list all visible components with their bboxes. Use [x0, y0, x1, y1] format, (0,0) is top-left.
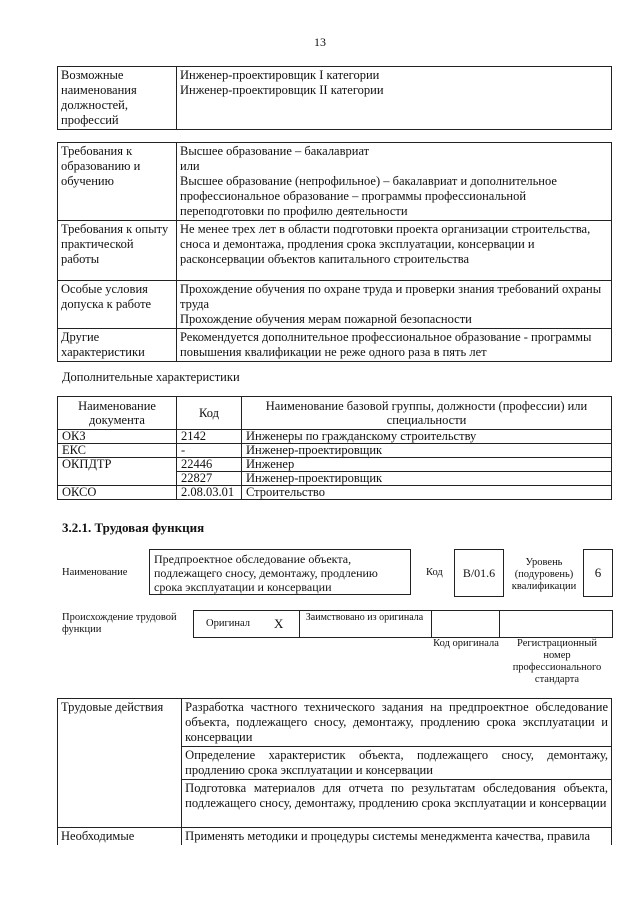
requirement-line: Высшее образование (непрофильное) – бакалавриат и дополнительное профессиональное образование – программы профессиональной переподготовки по профилю деятельности [180, 174, 557, 218]
group-name-cell: Инженеры по гражданскому строительству [242, 430, 612, 444]
table-row [58, 444, 612, 458]
position-name: Инженер-проектировщик I категории [180, 68, 380, 82]
code-original-caption: Код оригинала [433, 638, 499, 649]
labor-action-item: Определение характеристик объекта, подлежащего сносу, демонтажу, продлению срока эксплуатации и консервации [182, 747, 612, 780]
requirement-line: Не менее трех лет в области подготовки проекта организации строительства, сноса и демонтажа, продления срока эксплуатации, консервации и расконсервации объектов капитального строительства [180, 222, 591, 266]
code-label: Код [426, 567, 443, 578]
position-names-values [177, 67, 612, 130]
position-names-table [57, 66, 612, 130]
requirement-line: Рекомендуется дополнительное профессиональное образование - программы повышения квалификации не реже одного раза в пять лет [180, 330, 592, 359]
original-label: Оригинал [206, 618, 250, 629]
function-name-label: Наименование [62, 567, 128, 578]
requirement-label: Особые условия допуска к работе [58, 281, 177, 329]
origin-box [193, 610, 613, 638]
skills-item: Применять методики и процедуры системы менеджмента качества, правила [182, 828, 612, 846]
code-value: В/01.6 [454, 549, 504, 597]
document-name-cell: ЕКС [58, 444, 177, 458]
code-cell: 2.08.03.01 [177, 486, 242, 500]
requirement-value [177, 143, 612, 221]
group-name-cell: Инженер-проектировщик [242, 472, 612, 486]
requirement-line: или [180, 159, 200, 173]
origin-label: Происхождение трудовой функции [62, 612, 177, 635]
qualification-level-value: 6 [583, 549, 613, 597]
borrowed-label: Заимствовано из оригинала [305, 612, 424, 623]
table-row [58, 486, 612, 500]
divider [299, 611, 300, 637]
skills-label: Необходимые [58, 828, 182, 846]
group-name-cell: Инженер-проектировщик [242, 444, 612, 458]
code-cell: - [177, 444, 242, 458]
table-row [58, 458, 612, 472]
requirement-label: Другие характеристики [58, 329, 177, 362]
table-row [58, 828, 612, 846]
divider [431, 611, 432, 637]
requirement-label: Требования к образованию и обучению [58, 143, 177, 221]
requirement-line: Высшее образование – бакалавриат [180, 144, 370, 158]
requirement-label: Требования к опыту практической работы [58, 221, 177, 281]
function-name-value: Предпроектное обследование объекта, подлежащего сносу, демонтажу, продлению срока эксплуатации и консервации [149, 549, 411, 595]
qualification-level-label: Уровень (подуровень) квалификации [511, 557, 577, 592]
column-header: Наименование документа [58, 397, 177, 430]
requirement-value [177, 281, 612, 329]
group-name-cell: Строительство [242, 486, 612, 500]
table-row [58, 699, 612, 747]
function-heading: 3.2.1. Трудовая функция [62, 520, 205, 535]
column-header: Код [177, 397, 242, 430]
document-name-cell: ОКПДТР [58, 458, 177, 486]
requirement-value [177, 329, 612, 362]
group-name-cell: Инженер [242, 458, 612, 472]
additional-characteristics-title: Дополнительные характеристики [62, 370, 240, 384]
labor-action-item: Разработка частного технического задания на предпроектное обследование объекта, подлежащего сносу, демонтажу, продлению срока эксплуатации и консервации [182, 699, 612, 747]
requirement-line: Прохождение обучения по охране труда и проверки знания требований охраны труда [180, 282, 602, 311]
code-cell: 22827 [177, 472, 242, 486]
column-header: Наименование базовой группы, должности (профессии) или специальности [242, 397, 612, 430]
additional-characteristics-table [57, 396, 612, 500]
registration-number-caption: Регистрационный номер профессионального стандарта [512, 638, 602, 685]
document-name-cell: ОКСО [58, 486, 177, 500]
table-row [58, 430, 612, 444]
position-name: Инженер-проектировщик II категории [180, 83, 384, 97]
document-name-cell: ОКЗ [58, 430, 177, 444]
labor-actions-table [57, 698, 612, 845]
requirements-table [57, 142, 612, 362]
code-cell: 22446 [177, 458, 242, 472]
labor-actions-label: Трудовые действия [58, 699, 182, 828]
divider [499, 611, 500, 637]
code-cell: 2142 [177, 430, 242, 444]
requirement-line: Прохождение обучения мерам пожарной безопасности [180, 312, 472, 326]
position-names-label: Возможные наименования должностей, профессий [58, 67, 177, 130]
labor-action-item: Подготовка материалов для отчета по результатам обследования объекта, подлежащего сносу, демонтажу, продлению срока эксплуатации и консервации [182, 780, 612, 828]
requirement-value [177, 221, 612, 281]
original-mark: Х [274, 616, 284, 631]
page-number: 13 [314, 35, 326, 49]
